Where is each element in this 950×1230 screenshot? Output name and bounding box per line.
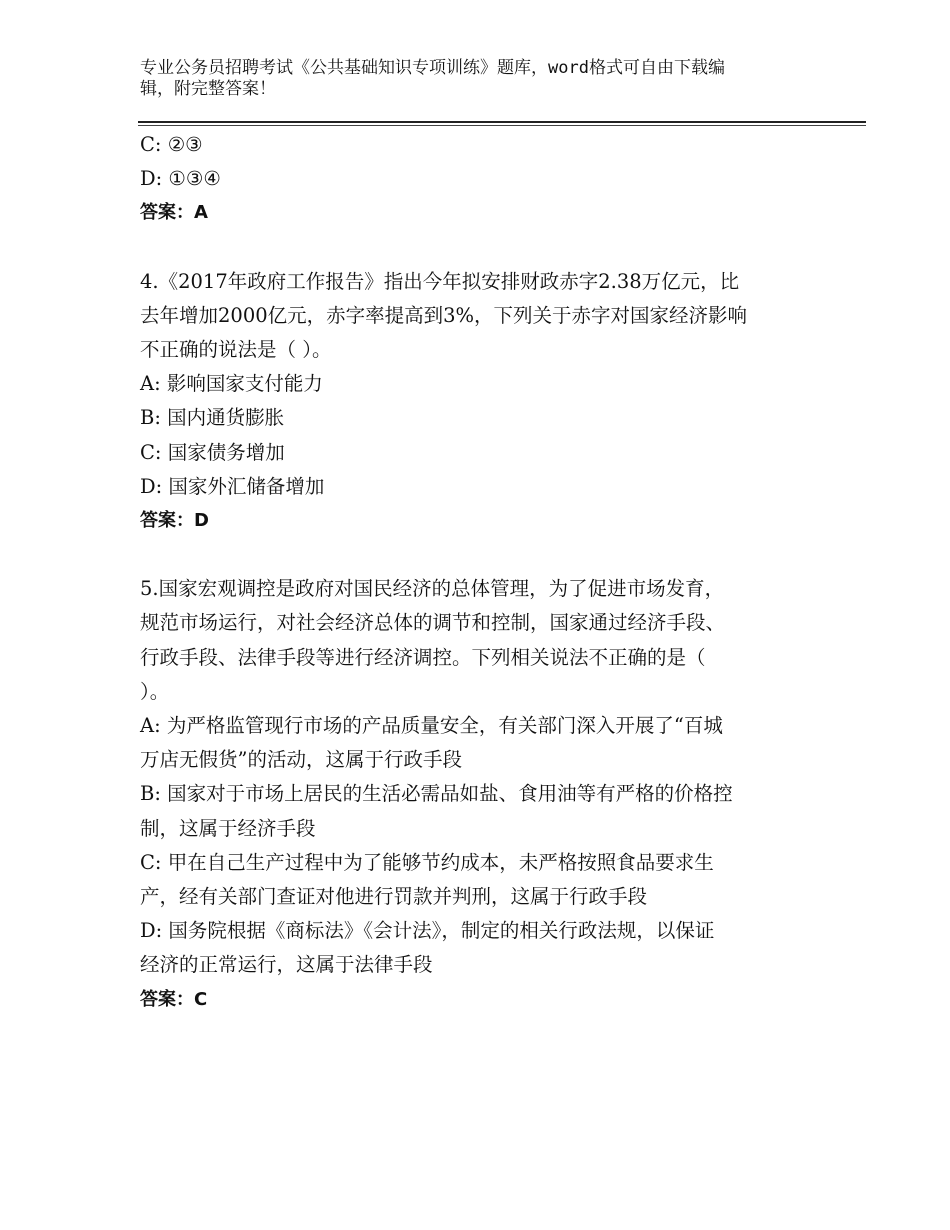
q4-option-c: C: 国家债务增加 [140,440,285,464]
q5-option-c-line-2: 产，经有关部门查证对他进行罚款并判刑，这属于行政手段 [140,885,648,909]
q4-option-d: D: 国家外汇储备增加 [140,474,325,498]
header-rule-thick [138,121,866,123]
spacer [140,231,810,265]
q5-stem-line-2: 规范市场运行，对社会经济总体的调节和控制，国家通过经济手段、 [140,611,726,635]
q4-stem-line-1: 4.《2017年政府工作报告》指出今年拟安排财政赤字2.38万亿元，比 [140,269,740,293]
q3-option-d: D: ①③④ [140,167,221,191]
q3-option-c: C: ②③ [140,133,203,156]
q5-option-d-line-2: 经济的正常运行，这属于法律手段 [140,953,433,977]
q5-answer: 答案：C [140,988,208,1010]
document-body [140,128,810,1017]
q5-stem-line-1: 5.国家宏观调控是政府对国民经济的总体管理，为了促进市场发育， [140,577,725,601]
spacer [140,538,810,572]
q3-answer: 答案：A [140,202,208,224]
header-rule-thin [138,125,866,126]
q4-option-a: A: 影响国家支付能力 [140,372,323,396]
q4-stem-line-3: 不正确的说法是（ ）。 [140,338,332,362]
question-3 [140,128,810,231]
question-4 [140,265,810,539]
question-5 [140,572,810,1017]
q5-option-a-line-2: 万店无假货”的活动，这属于行政手段 [140,748,462,772]
q4-option-b: B: 国内通货膨胀 [140,406,285,430]
q5-option-b-line-1: B: 国家对于市场上居民的生活必需品如盐、食用油等有严格的价格控 [140,782,733,806]
q5-option-a-line-1: A: 为严格监管现行市场的产品质量安全，有关部门深入开展了“百城 [140,714,723,738]
q5-stem-line-4: ）。 [140,679,170,703]
q4-answer: 答案：D [140,510,209,532]
q5-option-d-line-1: D: 国务院根据《商标法》《会计法》，制定的相关行政法规，以保证 [140,919,715,943]
header-line-2: 辑，附完整答案！ [140,79,276,99]
document-header [140,58,820,100]
q4-stem-line-2: 去年增加2000亿元，赤字率提高到3%，下列关于赤字对国家经济影响 [140,303,748,327]
q5-stem-line-3: 行政手段、法律手段等进行经济调控。下列相关说法不正确的是（ [140,645,706,669]
header-line-1: 专业公务员招聘考试《公共基础知识专项训练》题库，word格式可自由下载编 [140,58,725,78]
q5-option-b-line-2: 制，这属于经济手段 [140,816,316,840]
q5-option-c-line-1: C: 甲在自己生产过程中为了能够节约成本，未严格按照食品要求生 [140,850,714,874]
